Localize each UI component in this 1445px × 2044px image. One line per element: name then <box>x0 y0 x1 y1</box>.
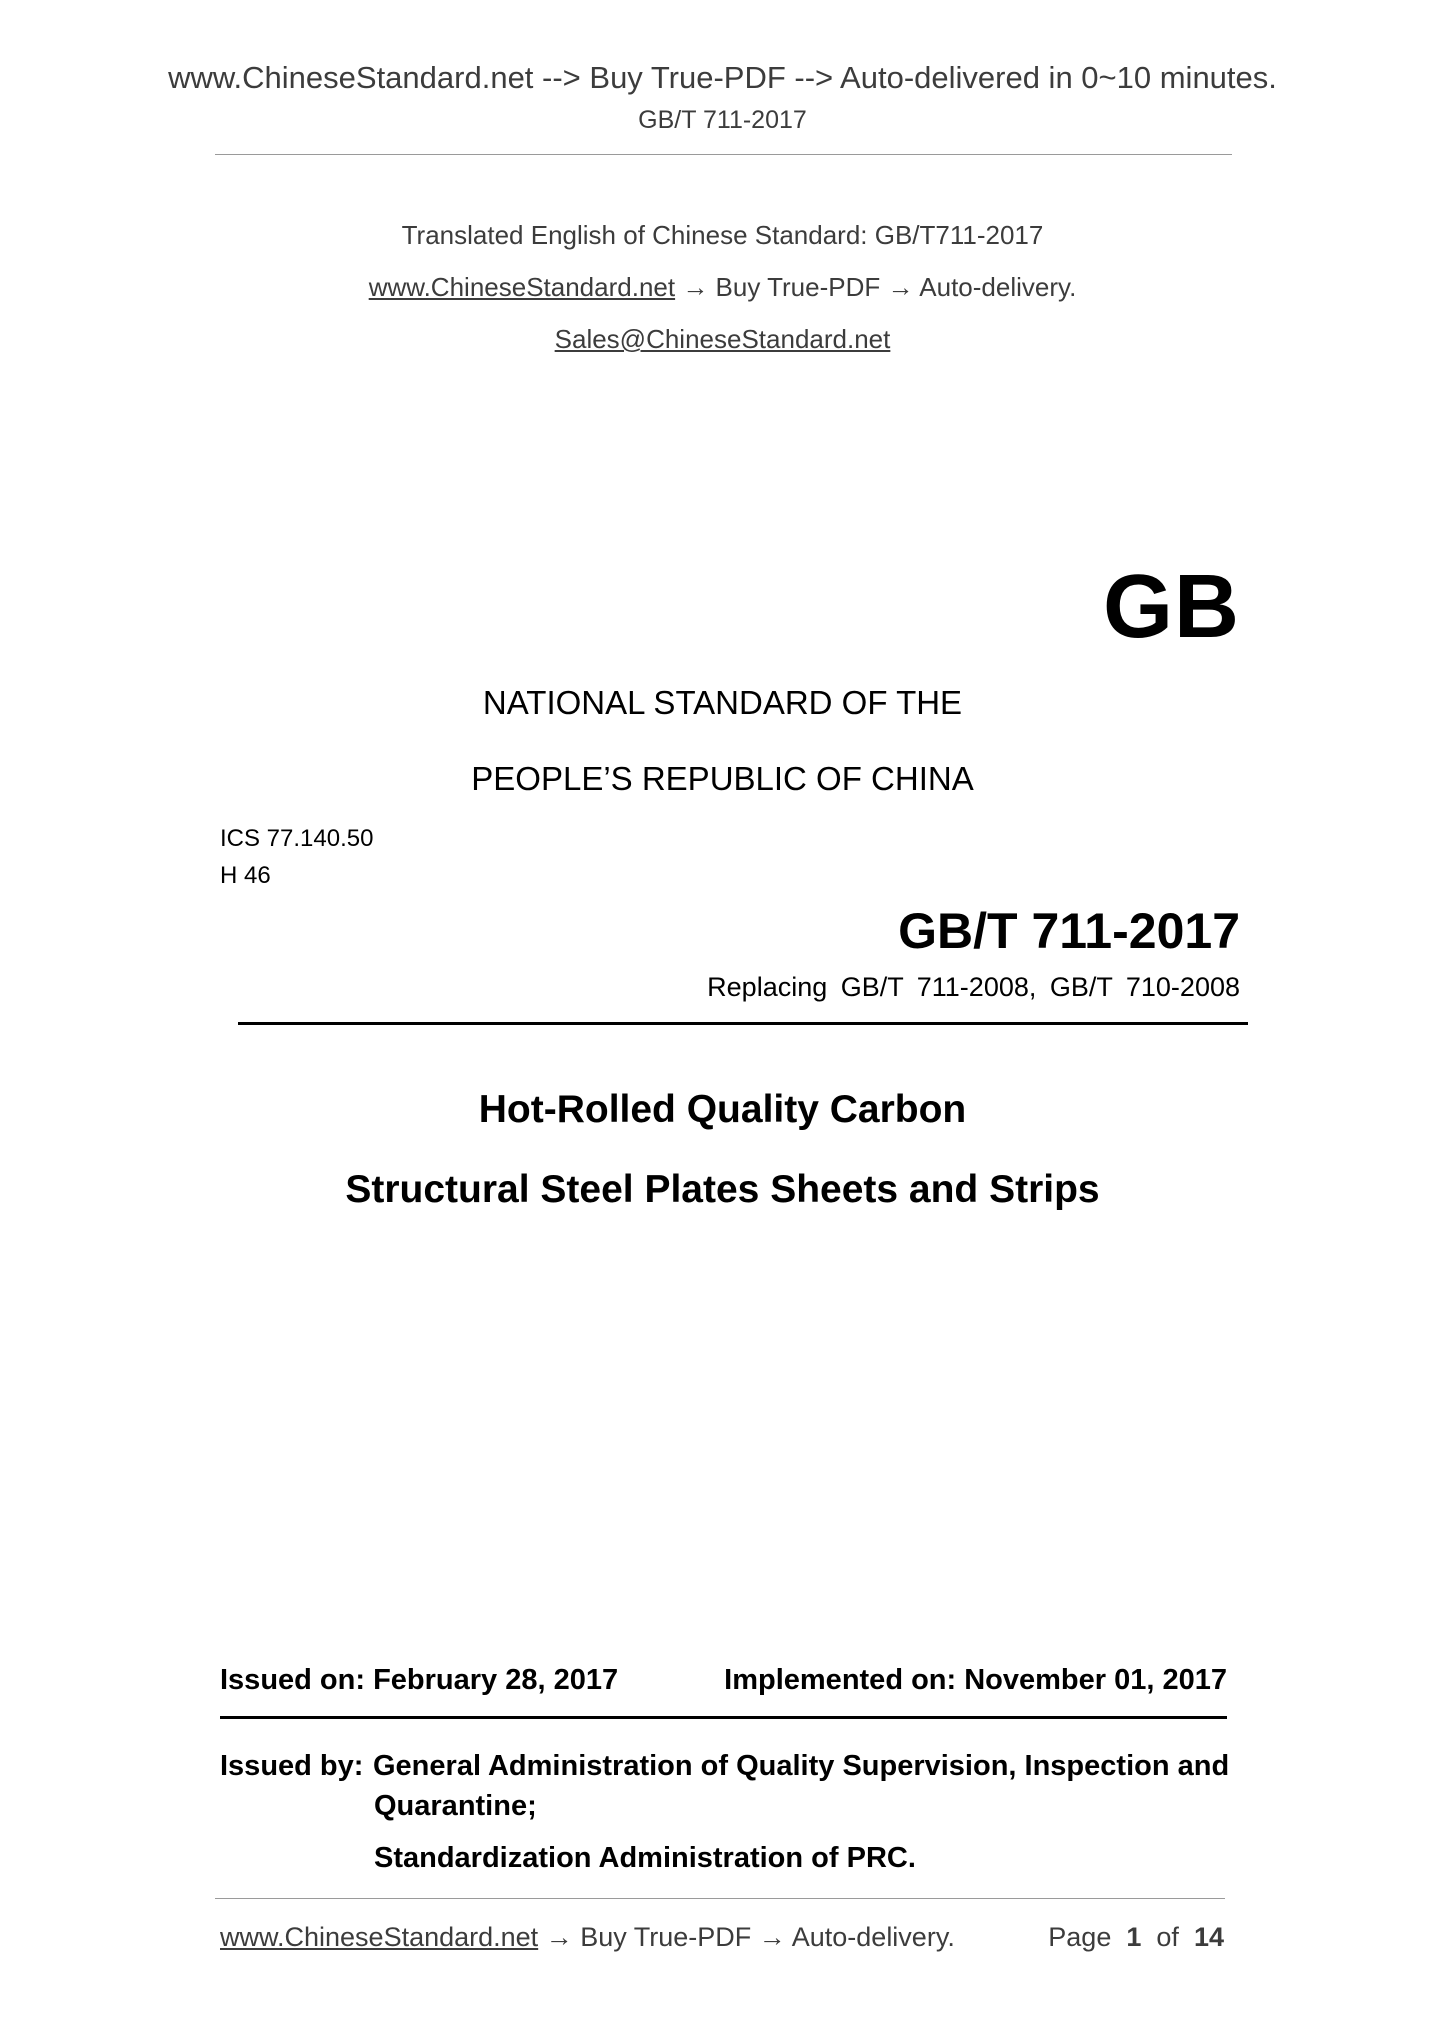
classification-code: H 46 <box>220 862 271 889</box>
national-standard-line2: PEOPLE’S REPUBLIC OF CHINA <box>471 760 974 797</box>
document-title-line1: Hot-Rolled Quality Carbon <box>478 1088 967 1131</box>
page-indicator <box>1048 1922 1224 1953</box>
ics-code: ICS 77.140.50 <box>220 825 374 852</box>
standard-code: GB/T 711-2017 <box>898 903 1240 959</box>
footer-site-link[interactable]: www.ChineseStandard.net <box>220 1922 539 1952</box>
header-divider <box>215 154 1232 155</box>
translated-notice: Translated English of Chinese Standard: GB/T711-2017 <box>401 220 1044 250</box>
delivery-line <box>0 272 1445 303</box>
replacing-note: Replacing GB/T 711-2008, GB/T 710-2008 <box>707 972 1240 1002</box>
national-standard-line1: NATIONAL STANDARD OF THE <box>482 684 963 721</box>
issued-on-date: Issued on: February 28, 2017 <box>220 1664 619 1696</box>
sales-email-line <box>0 324 1445 355</box>
page-current: 1 <box>1126 1922 1142 1952</box>
footer-delivery-line <box>220 1922 955 1953</box>
issuing-org1-line2: Quarantine; <box>374 1790 537 1822</box>
header-standard-code: GB/T 711-2017 <box>638 106 807 134</box>
implemented-on-date: Implemented on: November 01, 2017 <box>724 1664 1227 1696</box>
footer-delivery-text: → Buy True-PDF → Auto-delivery. <box>538 1922 955 1952</box>
issuing-org2: Standardization Administration of PRC. <box>374 1842 916 1874</box>
site-link[interactable]: www.ChineseStandard.net <box>368 272 676 302</box>
document-title-line2: Structural Steel Plates Sheets and Strips <box>345 1168 1100 1211</box>
delivery-text: → Buy True-PDF → Auto-delivery. <box>675 272 1077 302</box>
footer-divider <box>215 1898 1225 1899</box>
issuing-org1-line1: General Administration of Quality Supervision, Inspection and <box>373 1750 1230 1782</box>
gb-logo: GB <box>1103 557 1240 657</box>
of-word: of <box>1156 1922 1179 1952</box>
top-banner: www.ChineseStandard.net --> Buy True-PDF --> Auto-delivered in 0~10 minutes. <box>168 60 1277 95</box>
page-total: 14 <box>1193 1922 1224 1952</box>
issue-divider <box>220 1716 1227 1719</box>
sales-email-link[interactable]: Sales@ChineseStandard.net <box>554 324 891 354</box>
code-divider <box>238 1022 1248 1025</box>
issued-by-label: Issued by: <box>220 1750 364 1782</box>
page-word: Page <box>1048 1922 1112 1952</box>
